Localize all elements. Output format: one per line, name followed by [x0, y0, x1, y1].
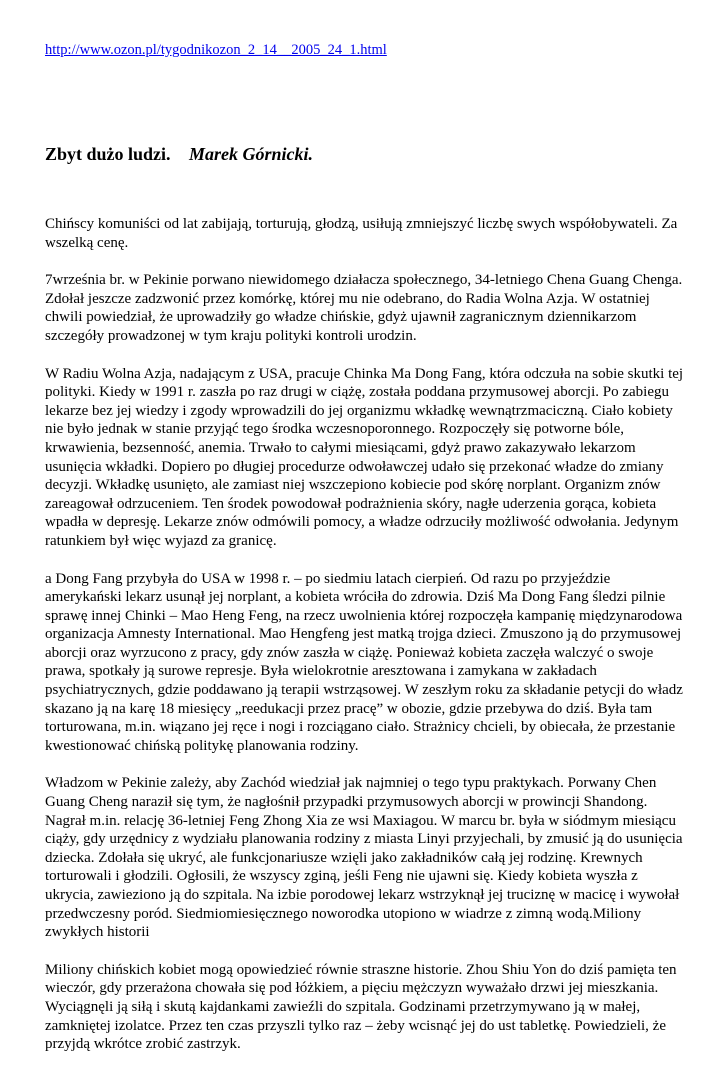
paragraph-millions-of-women: Miliony chińskich kobiet mogą opowiedzieć równie straszne historie. Zhou Shiu Yon do dziś pamięta ten wieczór, gdy przerażona chowała się pod łóżkiem, a pięciu mężczyzn wyważało drzwi jej mieszkania. Wyciągnęli ją siłą i skutą kajdankami zawieźli do szpitala. Godzinami przetrzymywano ją w małej, zamkniętej izolatce. Przez ten czas przyszli tylko raz – żeby wcisnąć jej do ust tabletkę. Powiedzieli, że przyjdą wkrótce zrobić zastrzyk.: [45, 961, 677, 1053]
article-title: [45, 144, 313, 165]
paragraph-kidnapping: 7września br. w Pekinie porwano niewidomego działacza społecznego, 34-letniego Chena Guang Chenga. Zdołał jeszcze zadzwonić przez komórkę, której mu nie odebrano, do Radia Wolna Azja. W ostatniej chwili powiedział, że uprowadziły go władze chińskie, gdyż ujawnił zagranicznym dziennikarzom szczegóły prowadzonej w tym kraju polityki kontroli urodzin.: [45, 272, 683, 344]
paragraph-intro: Chińscy komuniści od lat zabijają, torturują, głodzą, usiłują zmniejszyć liczbę swych współobywateli. Za wszelką cenę.: [45, 216, 678, 251]
paragraph-ma-dong-fang: W Radiu Wolna Azja, nadającym z USA, pracuje Chinka Ma Dong Fang, która odczuła na sobie skutki tej polityki. Kiedy w 1991 r. zaszła po raz drugi w ciążę, została poddana przymusowej aborcji. Po zabiegu lekarze bez jej wiedzy i zgody wprowadzili do jej organizmu wkładkę wewnątrzmaciczną. Ciało kobiety nie było jednak w stanie przyjąć tego środka wczesnoporonnego. Rozpoczęły się potworne bóle, krwawienia, bezsenność, anemia. Trwało to całymi miesiącami, gdyż prawo zakazywało lekarzom usunięcia wkładki. Dopiero po długiej procedurze odwoławczej udało się przekonać władze do zmiany decyzji. Wkładkę usunięto, ale zamiast niej wszczepiono kobiecie pod skórę norplant. Organizm znów zareagował odrzuceniem. Ten środek powodował podrażnienia skóry, nagłe uderzenia gorąca, kobieta wpadła w depresję. Lekarze znów odmówili pomocy, a władze odrzuciły możliwość odwołania. Jedynym ratunkiem był więc wyjazd za granicę.: [45, 365, 684, 549]
source-url-link[interactable]: http://www.ozon.pl/tygodnikozon_2_14__2005_24_1.html: [45, 42, 387, 58]
article-body: [45, 215, 685, 1073]
paragraph-usa-arrival: a Dong Fang przybyła do USA w 1998 r. – po siedmiu latach cierpień. Od razu po przyjeździe amerykański lekarz usunął jej norplant, a kobieta wróciła do zdrowia. Dziś Ma Dong Fang śledzi pilnie sprawę innej Chinki – Mao Heng Feng, na rzecz uwolnienia której rozpoczęła kampanię międzynarodowa organizacja Amnesty International. Mao Hengfeng jest matką trojga dzieci. Zmuszono ją do przymusowej aborcji oraz wyrzucono z pracy, gdy znów zaszła w ciążę. Ponieważ kobieta zaczęła walczyć o swoje prawa, spotkały ją surowe represje. Była wielokrotnie aresztowana i zamykana w zakładach psychiatrycznych, gdzie poddawano ją terapii wstrząsowej. W zeszłym roku za składanie petycji do władz skazano ją na karę 18 miesięcy „reedukacji przez pracę” w obozie, gdzie przebywa do dziś. Była tam torturowana, m.in. wiązano jej ręce i nogi i rozciągano ciało. Strażnicy chcieli, by obiecała, że przestanie kwestionować chińską politykę planowania rodziny.: [45, 570, 683, 754]
paragraph-beijing-authorities: Władzom w Pekinie zależy, aby Zachód wiedział jak najmniej o tego typu praktykach. Porwany Chen Guang Cheng naraził się tym, że nagłośnił przypadki przymusowych aborcji w prowincji Shandong. Nagrał m.in. relację 36-letniej Feng Zhong Xia ze wsi Maxiagou. W marcu br. była w siódmym miesiącu ciąży, gdy urzędnicy z wydziału planowania rodziny z miasta Linyi przyjechali, by zmusić ją do usunięcia dziecka. Zdołała się ukryć, ale funkcjonariusze wzięli jako zakładników całą jej rodzinę. Krewnych torturowali i głodzili. Ogłosili, że wszyscy zginą, jeśli Feng nie ujawni się. Kiedy kobieta wyszła z ukrycia, zawieziono ją do szpitala. Na izbie porodowej lekarz wstrzyknął jej truciznę w macicę i wywołał przedwczesny poród. Siedmiomiesięcznego noworodka utopiono w wiadrze z zimną wodą.Miliony zwykłych historii: [45, 775, 683, 941]
article-headline: Zbyt dużo ludzi.: [45, 144, 171, 164]
article-author: Marek Górnicki.: [189, 144, 314, 164]
